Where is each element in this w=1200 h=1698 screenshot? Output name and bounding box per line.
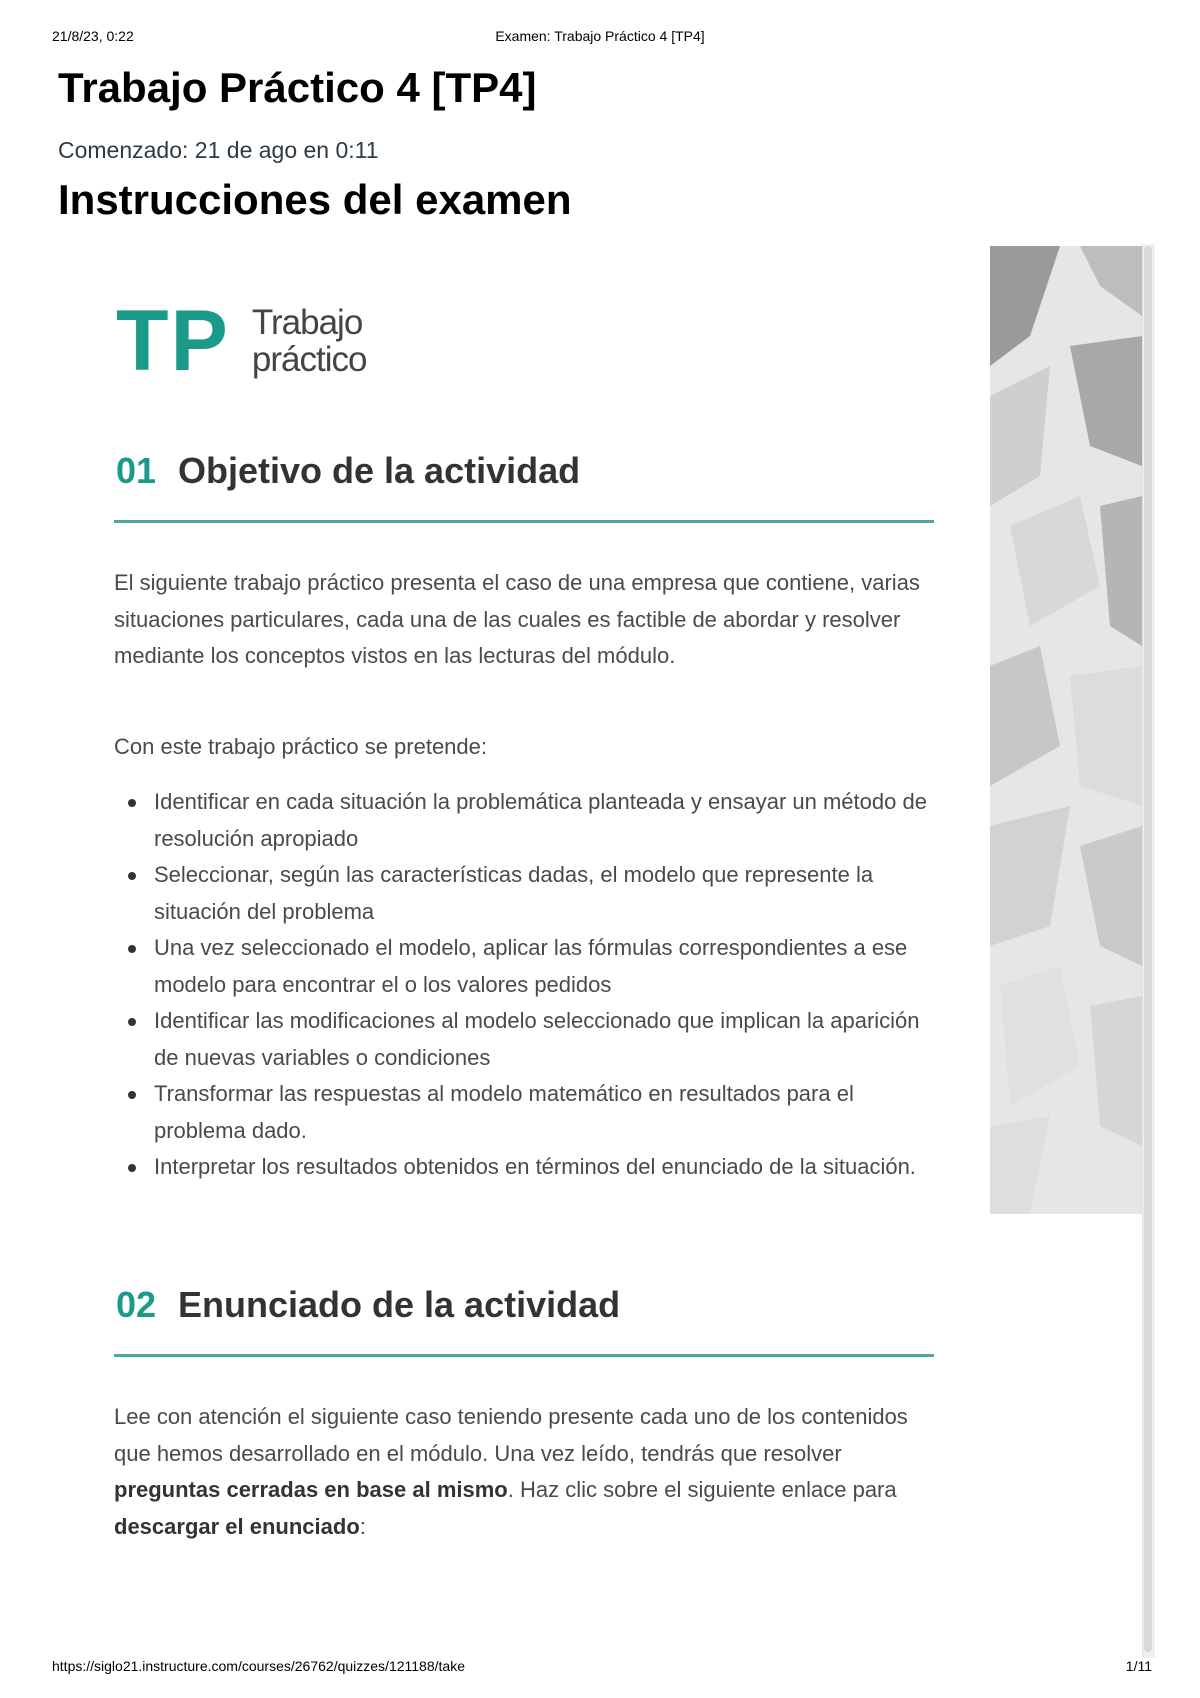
list-item-text: Identificar en cada situación la problemática planteada y ensayar un método de resolución apropiado xyxy=(154,789,927,851)
section-number: 01 xyxy=(116,450,157,491)
list-item xyxy=(114,1149,944,1186)
quiz-title: Trabajo Práctico 4 [TP4] xyxy=(58,64,537,111)
decorative-side-image xyxy=(990,246,1142,1214)
statement-text: : xyxy=(359,1513,366,1539)
bullet-icon xyxy=(128,872,136,880)
section-title: Objetivo de la actividad xyxy=(178,450,581,491)
print-header-datetime: 21/8/23, 0:22 xyxy=(52,28,134,44)
statement-bold-text: preguntas cerradas en base al mismo xyxy=(114,1477,508,1502)
statement-bold-text: descargar el enunciado xyxy=(114,1513,360,1539)
list-item xyxy=(114,857,944,930)
section-title: Enunciado de la actividad xyxy=(178,1284,621,1325)
bullet-icon xyxy=(128,1018,136,1026)
bullet-icon xyxy=(128,799,136,807)
tp-logo-line1: Trabajo xyxy=(251,303,363,342)
tp-logo-mark: TP xyxy=(116,293,230,389)
print-footer-page: 1/11 xyxy=(1125,1658,1152,1674)
section-divider xyxy=(114,1354,934,1357)
print-footer-url: https://siglo21.instructure.com/courses/26762/quizzes/121188/take xyxy=(52,1658,465,1674)
objective-paragraph: El siguiente trabajo práctico presenta el caso de una empresa que contiene, varias situaciones particulares, cada una de las cuales es factible de abordar y resolver mediante los conceptos vistos en las lecturas del módulo. xyxy=(114,570,920,668)
objective-list xyxy=(114,784,944,1186)
list-item xyxy=(114,784,944,857)
section-heading-statement xyxy=(116,1284,620,1326)
list-item-text: Identificar las modificaciones al modelo seleccionado que implican la aparición de nuevas variables o condiciones xyxy=(154,1008,920,1070)
section-heading-objective xyxy=(116,450,580,492)
section-number: 02 xyxy=(116,1284,157,1325)
statement-paragraph xyxy=(114,1399,944,1545)
quiz-started-time: Comenzado: 21 de ago en 0:11 xyxy=(58,137,379,163)
bullet-icon xyxy=(128,1091,136,1099)
instructions-heading: Instrucciones del examen xyxy=(58,176,572,223)
list-item-text: Seleccionar, según las características dadas, el modelo que represente la situación del problema xyxy=(154,862,874,924)
section-divider xyxy=(114,520,934,523)
tp-logo-text xyxy=(252,304,367,378)
list-item xyxy=(114,1003,944,1076)
scrollbar-thumb[interactable] xyxy=(1144,246,1152,1652)
statement-text: Lee con atención el siguiente caso teniendo presente cada uno de los contenidos que hemos desarrollado en el módulo. Una vez leído, tendrás que resolver xyxy=(114,1404,908,1466)
list-item xyxy=(114,1076,944,1149)
list-item-text: Transformar las respuestas al modelo matemático en resultados para el problema dado. xyxy=(154,1081,854,1143)
tp-logo-line2: práctico xyxy=(251,340,367,379)
list-item-text: Interpretar los resultados obtenidos en términos del enunciado de la situación. xyxy=(154,1154,916,1179)
bullet-icon xyxy=(128,945,136,953)
list-item-text: Una vez seleccionado el modelo, aplicar las fórmulas correspondientes a ese modelo para encontrar el o los valores pedidos xyxy=(154,935,908,997)
bullet-icon xyxy=(128,1164,136,1172)
list-item xyxy=(114,930,944,1003)
statement-text: . Haz clic sobre el siguiente enlace para xyxy=(507,1477,897,1502)
print-header-title: Examen: Trabajo Práctico 4 [TP4] xyxy=(495,28,705,44)
objective-intro: Con este trabajo práctico se pretende: xyxy=(114,734,488,759)
tp-logo xyxy=(116,293,367,389)
